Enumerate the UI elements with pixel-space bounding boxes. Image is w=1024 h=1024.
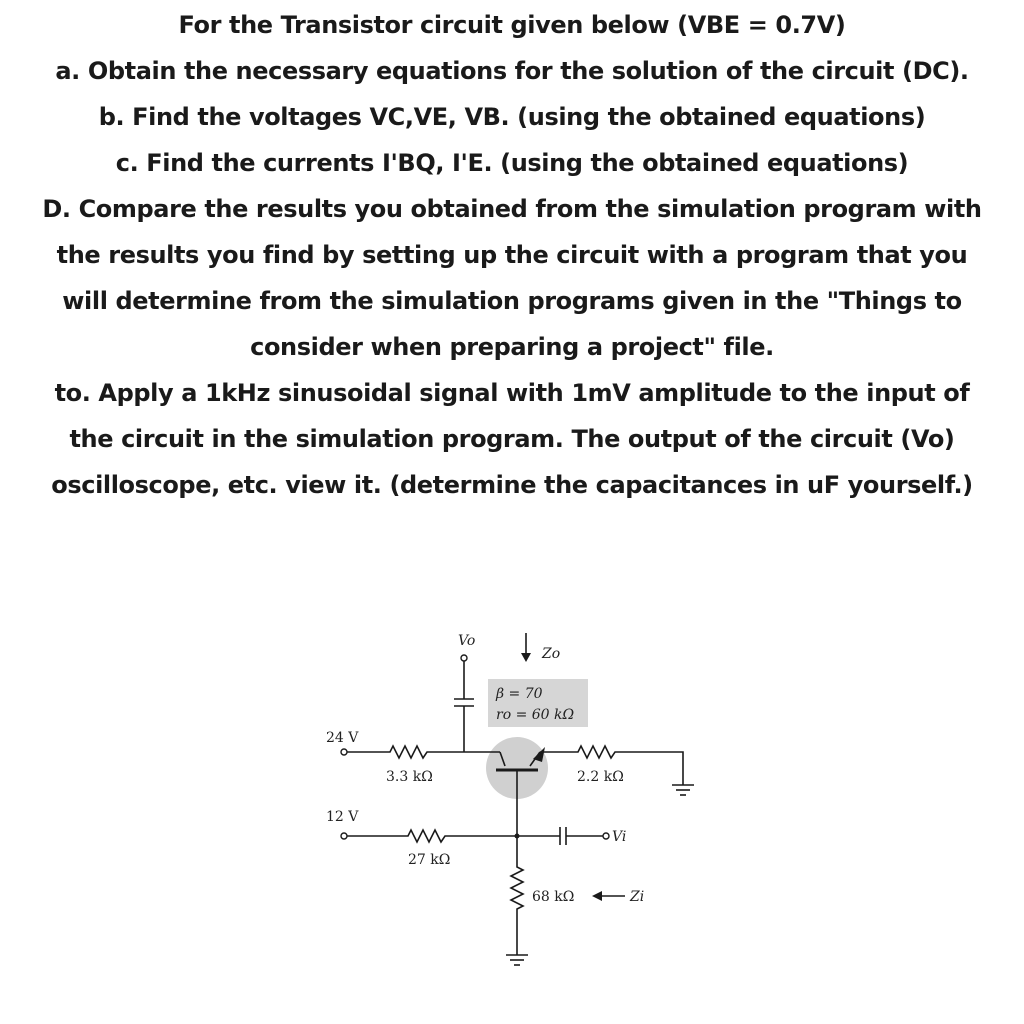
circuit-diagram — [300, 615, 720, 985]
part-d: D. Compare the results you obtained from the simulation program with the results you find by setting up the circuit with a program that you will determine from the simulation programs given in the "Things to consider when preparing a project" file. — [42, 195, 982, 361]
question-text — [40, 2, 984, 508]
r1-label: 27 kΩ — [408, 852, 451, 868]
ground-right-icon — [672, 785, 694, 795]
resistor-r1 — [347, 830, 517, 842]
supply-24v-terminal — [341, 749, 347, 755]
vo-label: Vo — [458, 633, 476, 649]
vi-label: Vi — [612, 829, 627, 845]
part-e: to. Apply a 1kHz sinusoidal signal with 1mV amplitude to the input of the circuit in the simulation program. The output of the circuit (Vo) oscilloscope, etc. view it. (determine the capacitances in uF yourself.) — [51, 379, 973, 499]
ro-label: ro = 60 kΩ — [496, 707, 575, 723]
supply-12v-label: 12 V — [326, 809, 359, 825]
rc-label: 3.3 kΩ — [386, 769, 433, 785]
zi-label: Zi — [630, 889, 645, 905]
vo-terminal — [461, 655, 467, 661]
zo-label: Zo — [542, 646, 561, 662]
zi-arrow-head — [592, 891, 602, 901]
supply-12v-terminal — [341, 833, 347, 839]
beta-label: β = 70 — [496, 686, 543, 702]
part-b: b. Find the voltages VC,VE, VB. (using the obtained equations) — [98, 103, 926, 131]
part-c: c. Find the currents I'BQ, I'E. (using the obtained equations) — [115, 149, 909, 177]
vi-terminal — [603, 833, 609, 839]
part-a: a. Obtain the necessary equations for the solution of the circuit (DC). — [55, 57, 969, 85]
circuit-svg — [300, 615, 720, 985]
supply-24v-label: 24 V — [326, 730, 359, 746]
r2-label: 68 kΩ — [532, 889, 575, 905]
resistor-r2 — [511, 836, 523, 955]
zo-arrow-head — [521, 653, 531, 662]
question-title: For the Transistor circuit given below (VBE = 0.7V) — [178, 11, 846, 39]
resistor-rc — [347, 746, 464, 758]
ground-bottom-icon — [506, 955, 528, 965]
re-label: 2.2 kΩ — [577, 769, 624, 785]
